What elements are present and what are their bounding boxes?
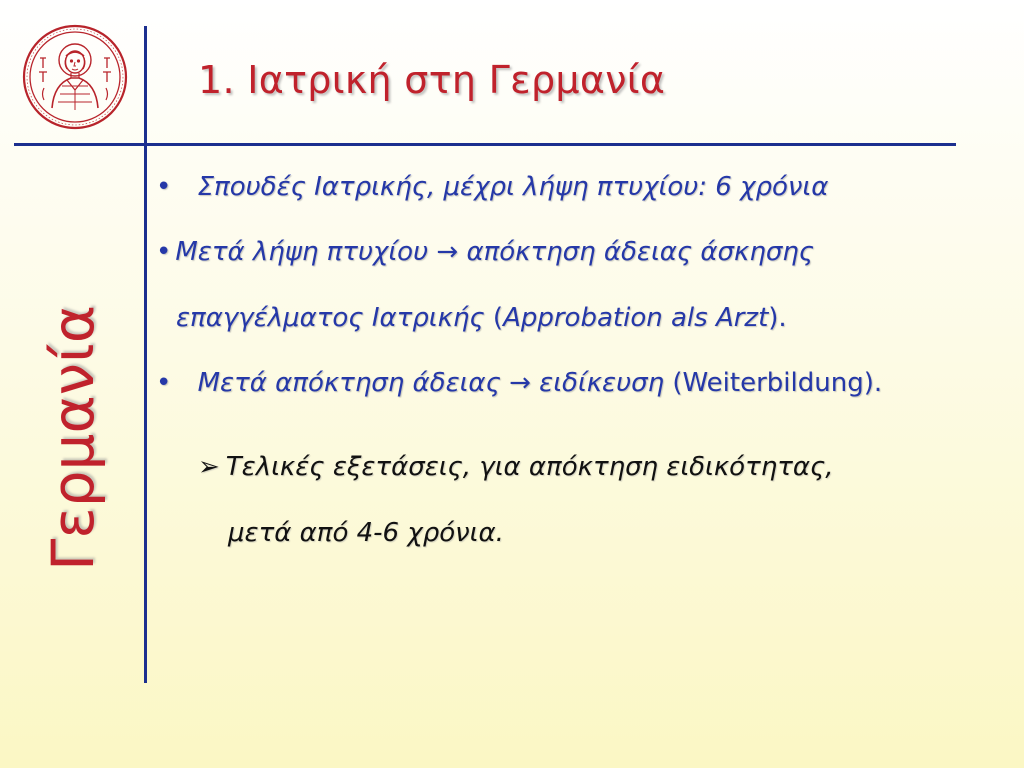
bullet-2-paren-close: ).	[768, 303, 787, 333]
arrow-bullet-icon: ➢	[198, 452, 220, 482]
slide-title: 1. Ιατρική στη Γερμανία	[198, 58, 666, 102]
sub-bullet-line-1	[198, 452, 834, 482]
bullet-3-text-a: Μετά απόκτηση άδειας	[197, 368, 501, 398]
side-label: Γερμανία	[39, 305, 107, 571]
horizontal-divider	[14, 143, 956, 146]
bullet-2-paren-open: (	[484, 303, 504, 333]
arrow-icon: →	[509, 368, 531, 398]
bullet-3-text-b: ειδίκευση	[539, 368, 665, 398]
bullet-2-text-a: Μετά λήψη πτυχίου	[175, 237, 429, 267]
sub-bullet-text-1: Τελικές εξετάσεις, για απόκτηση ειδικότητας,	[225, 452, 834, 482]
sub-bullet-line-2	[228, 518, 504, 548]
bullet-2-line-1	[156, 237, 814, 267]
sub-bullet-text-2: μετά από 4-6 χρόνια.	[228, 518, 504, 548]
bullet-3-weiterbildung: (Weiterbildung).	[664, 368, 883, 398]
bullet-2-line-2	[176, 303, 787, 333]
bullet-3	[156, 368, 882, 398]
bullet-2-text-c: επαγγέλματος Ιατρικής	[176, 303, 485, 333]
bullet-marker: •	[156, 368, 172, 398]
vertical-divider	[144, 26, 147, 683]
bullet-2-approbation: Approbation als Arzt	[503, 303, 769, 333]
arrow-icon: →	[436, 237, 459, 267]
university-seal-icon	[22, 24, 128, 130]
bullet-1-text: Σπουδές Ιατρικής, μέχρι λήψη πτυχίου: 6 χρόνια	[197, 172, 829, 202]
bullet-1	[156, 172, 828, 202]
bullet-2-text-b: απόκτηση άδειας άσκησης	[466, 237, 815, 267]
bullet-marker: •	[156, 237, 172, 267]
bullet-marker: •	[156, 172, 172, 202]
